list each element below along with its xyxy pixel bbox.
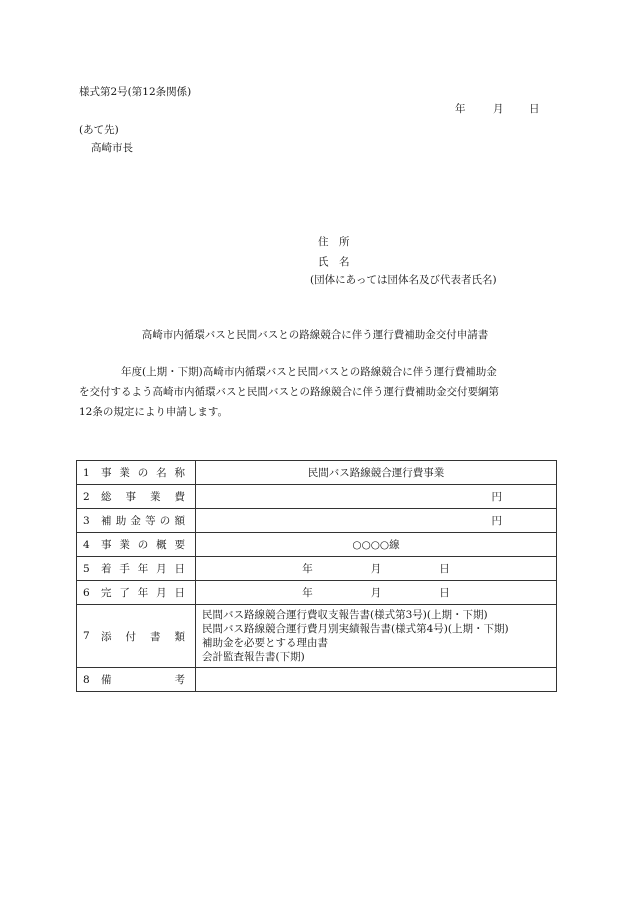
table-row <box>77 605 557 668</box>
label-char: 書 <box>150 630 161 643</box>
label-char: 類 <box>174 630 185 643</box>
label-char: 添 <box>101 630 112 643</box>
row-number: 4 <box>83 538 90 551</box>
table-row <box>77 668 557 692</box>
label-char: 概 <box>156 539 167 551</box>
attachment-item: 会計監査報告書(下期) <box>202 651 305 663</box>
row-label-text <box>101 561 189 576</box>
label-char: 年 <box>137 563 149 575</box>
label-char: 額 <box>174 515 185 527</box>
date-month-label: 月 <box>493 103 504 115</box>
row-value[interactable]: 円 <box>196 485 557 509</box>
row-label-text <box>101 537 189 552</box>
date-unit: 月 <box>370 587 382 599</box>
attachment-item: 民間バス路線競合運行費月別実績報告書(様式第4号)(上期・下期) <box>202 623 509 635</box>
date-day-label: 日 <box>529 103 540 115</box>
row-label <box>77 605 196 668</box>
row-label-text <box>101 672 189 687</box>
label-char: 業 <box>150 491 161 503</box>
label-char: 月 <box>156 587 167 599</box>
label-char: 月 <box>156 563 167 575</box>
row-label <box>77 461 196 485</box>
row-value[interactable] <box>196 668 557 692</box>
label-char: 助 <box>115 515 127 527</box>
row-number: 1 <box>83 466 90 479</box>
label-char: 完 <box>101 587 112 599</box>
label-char: 考 <box>174 674 185 686</box>
table-row <box>77 557 557 581</box>
table-row <box>77 461 557 485</box>
label-char: 着 <box>101 563 112 575</box>
date-unit: 年 <box>302 563 313 575</box>
applicant-address-label: 住 所 <box>318 236 350 248</box>
table-row <box>77 533 557 557</box>
label-char: 金 <box>130 515 141 527</box>
form-number: 様式第2号(第12条関係) <box>79 86 192 98</box>
row-value[interactable] <box>196 557 557 581</box>
date-unit: 月 <box>370 563 382 575</box>
row-label <box>77 485 196 509</box>
row-number: 2 <box>83 490 90 503</box>
row-value[interactable]: ○○○○線 <box>196 533 557 557</box>
label-char: 等 <box>145 515 156 527</box>
row-value[interactable]: 民間バス路線競合運行費事業 <box>196 461 557 485</box>
table-row <box>77 485 557 509</box>
date-unit: 日 <box>439 587 450 599</box>
row-label <box>77 533 196 557</box>
addressee-label: (あて先) <box>79 124 119 136</box>
row-label <box>77 581 196 605</box>
body-line-2: を交付するよう高崎市内循環バスと民間バスとの路線競合に伴う運行費補助金交付要綱第 <box>79 386 499 398</box>
label-char: の <box>137 539 149 551</box>
label-char: 事 <box>101 539 112 551</box>
label-char: 日 <box>174 563 185 575</box>
label-char: の <box>159 515 171 527</box>
table-row <box>77 581 557 605</box>
row-value[interactable]: 円 <box>196 509 557 533</box>
label-char: 称 <box>174 467 185 479</box>
row-number: 8 <box>83 673 90 686</box>
row-label-text <box>101 585 189 600</box>
attachment-item: 民間バス路線競合運行費収支報告書(様式第3号)(上期・下期) <box>202 609 488 621</box>
applicant-group-note: (団体にあっては団体名及び代表者氏名) <box>310 274 497 286</box>
label-char: 了 <box>119 587 130 599</box>
row-number: 3 <box>83 514 90 527</box>
label-char: 総 <box>101 491 112 503</box>
label-char: 日 <box>174 587 185 599</box>
body-line-1: 年度(上期・下期)高崎市内循環バスと民間バスとの路線競合に伴う運行費補助金 <box>79 366 497 378</box>
row-value[interactable] <box>196 581 557 605</box>
date-year-label: 年 <box>455 103 466 115</box>
label-char: 事 <box>101 467 112 479</box>
application-table <box>76 460 557 692</box>
date-unit: 日 <box>439 563 450 575</box>
row-number: 7 <box>83 630 90 642</box>
label-char: 付 <box>125 630 136 643</box>
row-label-text <box>101 629 189 644</box>
date-unit: 年 <box>302 587 313 599</box>
label-char: の <box>137 467 149 479</box>
label-char: 年 <box>137 587 149 599</box>
label-char: 手 <box>119 563 130 575</box>
row-label-text <box>101 513 189 528</box>
row-label <box>77 668 196 692</box>
label-char: 要 <box>174 539 185 551</box>
document-title: 高崎市内循環バスと民間バスとの路線競合に伴う運行費補助金交付申請書 <box>141 329 489 341</box>
application-body <box>79 362 557 422</box>
label-char: 備 <box>101 674 112 686</box>
label-char: 費 <box>174 491 185 503</box>
row-label-text <box>101 465 189 480</box>
label-char: 業 <box>119 539 130 551</box>
label-char: 補 <box>101 515 112 527</box>
row-label <box>77 509 196 533</box>
body-line-3: 12条の規定により申請します。 <box>79 406 229 418</box>
label-char: 業 <box>119 467 130 479</box>
addressee-name: 高崎市長 <box>91 142 133 154</box>
row-label <box>77 557 196 581</box>
applicant-name-label: 氏 名 <box>318 256 350 268</box>
label-char: 事 <box>125 491 136 503</box>
attachment-item: 補助金を必要とする理由書 <box>202 637 328 649</box>
table-row <box>77 509 557 533</box>
row-number: 6 <box>83 586 90 599</box>
label-char: 名 <box>156 467 167 479</box>
row-value[interactable] <box>196 605 557 668</box>
row-label-text <box>101 489 189 504</box>
row-number: 5 <box>83 562 90 575</box>
